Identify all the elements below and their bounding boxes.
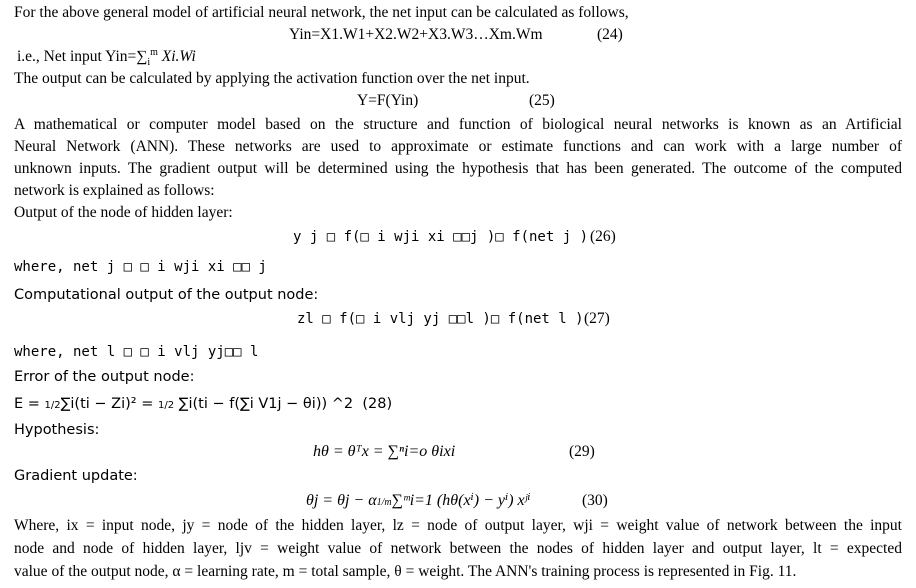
equation-25-number: (25) xyxy=(529,92,555,109)
paragraph-line-4: network is explained as follows: xyxy=(14,182,215,199)
error-label: Error of the output node: xyxy=(14,369,195,385)
eq30-rest: ∑ᵐi=1 (hθ(xⁱ) − yⁱ) xʲⁱ xyxy=(391,492,531,509)
sum-symbol: ∑ xyxy=(136,48,148,65)
eq28-middle: ∑i(ti − Zi)² = xyxy=(60,396,158,412)
where-net-l: where, net l □ □ i vlj yj□□ l xyxy=(14,344,259,360)
equation-27: zl □ f(□ i vlj yj □□l )□ f(net l ) xyxy=(297,311,584,327)
final-line-1: Where, ix = input node, jy = node of the hidden layer, lz = node of output layer, wji = weight value of network between the input xyxy=(14,517,902,534)
eq28-rest: ∑i(ti − f(∑i V1j − θi)) ^2 xyxy=(178,396,354,412)
equation-30 xyxy=(306,491,531,513)
final-line-2: node and node of hidden layer, ljv = weight value of network between the nodes of hidden layer and output layer, lt = expected xyxy=(14,540,902,557)
final-line-3: value of the output node, α = learning rate, m = total sample, θ = weight. The ANN's training process is represented in Fig. 11. xyxy=(14,563,797,580)
eq28-lhs: E = xyxy=(14,396,45,412)
sum-lower: i xyxy=(147,57,151,69)
equation-25: Y=F(Yin) xyxy=(357,92,419,109)
equation-29: hθ = θᵀx = ∑ⁿi=o θixi xyxy=(313,443,456,460)
eq30-expr: θj = θj − α xyxy=(306,492,377,509)
paragraph-line-3: unknown inputs. The gradient output will be determined using the hypothesis that has been generated. The outcome of the computed xyxy=(14,160,902,177)
equation-28-number: (28) xyxy=(362,396,393,412)
eq30-fraction: 1/m xyxy=(376,497,392,508)
hidden-layer-label: Output of the node of hidden layer: xyxy=(14,204,233,221)
equation-27-number: (27) xyxy=(584,310,610,327)
where-net-j: where, net j □ □ i wji xi □□ j xyxy=(14,259,267,275)
equation-24: Yin=X1.W1+X2.W2+X3.W3…Xm.Wm xyxy=(289,26,543,43)
net-input-prefix: i.e., Net input Yin= xyxy=(17,48,137,65)
equation-24-number: (24) xyxy=(597,26,623,43)
equation-28 xyxy=(14,394,392,416)
eq28-half-2: 1/2 xyxy=(157,400,175,411)
gradient-update-label: Gradient update: xyxy=(14,468,138,484)
paragraph-line-1: A mathematical or computer model based on the structure and function of biological neural networks is known as an Artificial xyxy=(14,116,902,133)
eq28-half-1: 1/2 xyxy=(44,400,61,411)
equation-29-number: (29) xyxy=(569,443,595,460)
intro-sentence: For the above general model of artificial neural network, the net input can be calculated as follows, xyxy=(14,4,629,21)
net-input-expr: Xi.Wi xyxy=(157,48,196,65)
net-input-definition xyxy=(17,47,196,67)
equation-26: y j □ f(□ i wji xi □□j )□ f(net j ) xyxy=(293,229,589,245)
paragraph-line-2: Neural Network (ANN). These networks are used to approximate or estimate functions and can work with a large number of xyxy=(14,138,902,155)
computational-output-label: Computational output of the output node: xyxy=(14,287,319,303)
hypothesis-label: Hypothesis: xyxy=(14,422,100,438)
equation-26-number: (26) xyxy=(590,228,616,245)
sum-upper: m xyxy=(150,46,158,58)
equation-30-number: (30) xyxy=(582,492,608,509)
output-sentence: The output can be calculated by applying the activation function over the net input. xyxy=(14,70,530,87)
